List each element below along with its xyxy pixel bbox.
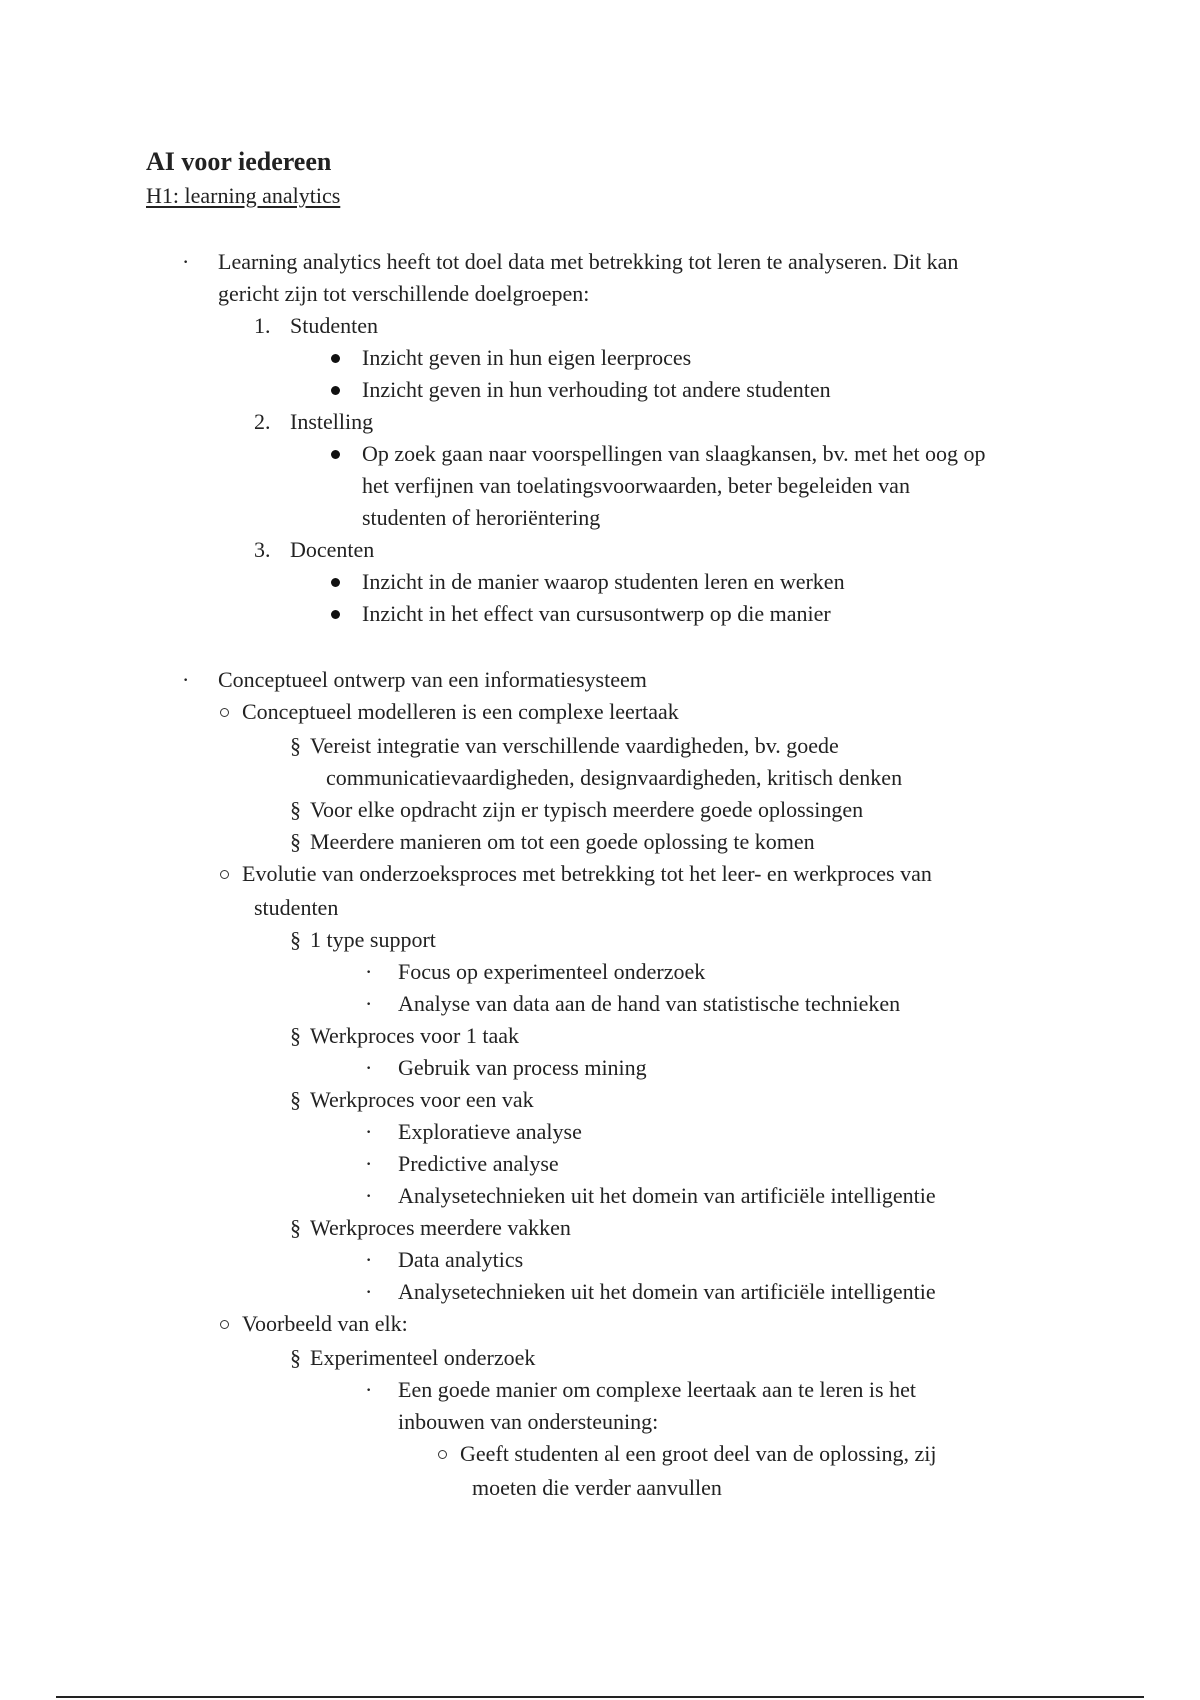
dash-bullet: · [365,1119,373,1144]
circle-bullet-icon [220,870,229,879]
group-label-studenten: Studenten [290,313,378,338]
list-item: Analyse van data aan de hand van statistische technieken [398,991,901,1016]
list-item: Werkproces voor een vak [310,1087,534,1112]
group-number: 1. [254,313,271,338]
section1-intro-line1: Learning analytics heeft tot doel data met betrekking tot leren te analyseren. Dit kan [218,249,959,274]
list-item: Focus op experimenteel onderzoek [398,959,706,984]
group-number: 2. [254,409,271,434]
group-label-instelling: Instelling [290,409,374,434]
section-sign-bullet: § [290,829,301,854]
list-item: Op zoek gaan naar voorspellingen van slaagkansen, bv. met het oog op [362,441,986,466]
list-item: Een goede manier om complexe leertaak aan te leren is het [398,1377,916,1402]
dash-bullet: · [365,991,373,1016]
bullet-dot-icon [331,386,340,395]
dash-bullet: · [365,1247,373,1272]
dash-bullet: · [365,1183,373,1208]
list-item: Experimenteel onderzoek [310,1345,536,1370]
list-item: Exploratieve analyse [398,1119,582,1144]
list-item: Analysetechnieken uit het domein van artificiële intelligentie [398,1279,936,1304]
section-sign-bullet: § [290,1087,301,1112]
subheading-b-continuation: studenten [254,895,339,920]
subheading-c: Voorbeeld van elk: [242,1311,408,1336]
list-item-continuation: communicatievaardigheden, designvaardigheden, kritisch denken [326,765,903,790]
list-item: 1 type support [310,927,436,952]
group-label-docenten: Docenten [290,537,375,562]
list-item: Werkproces voor 1 taak [310,1023,519,1048]
list-item: Data analytics [398,1247,524,1272]
list-item: Analysetechnieken uit het domein van artificiële intelligentie [398,1183,936,1208]
subheading-b: Evolutie van onderzoeksproces met betrekking tot het leer- en werkproces van [242,861,932,886]
dash-bullet: · [365,1279,373,1304]
subheading-a: Conceptueel modelleren is een complexe leertaak [242,699,679,724]
bullet-dot-icon [331,450,340,459]
list-item: Inzicht in het effect van cursusontwerp op die manier [362,601,831,626]
group-number: 3. [254,537,271,562]
list-item-continuation: moeten die verder aanvullen [472,1475,722,1500]
circle-bullet-icon [438,1450,447,1459]
bullet-dot-icon [331,610,340,619]
section-sign-bullet: § [290,1023,301,1048]
dash-bullet: · [182,249,190,274]
section-sign-bullet: § [290,927,301,952]
list-item: Gebruik van process mining [398,1055,647,1080]
page-bottom-rule [56,1696,1144,1698]
list-item: Voor elke opdracht zijn er typisch meerdere goede oplossingen [310,797,864,822]
circle-bullet-icon [220,1320,229,1329]
section-sign-bullet: § [290,1345,301,1370]
chapter-subtitle: H1: learning analytics [146,183,341,208]
dash-bullet: · [182,667,190,692]
list-item: Inzicht geven in hun verhouding tot andere studenten [362,377,831,402]
dash-bullet: · [365,1151,373,1176]
circle-bullet-icon [220,708,229,717]
dash-bullet: · [365,959,373,984]
list-item-continuation: studenten of heroriëntering [362,505,601,530]
list-item: Vereist integratie van verschillende vaardigheden, bv. goede [310,733,839,758]
bullet-dot-icon [331,578,340,587]
section-sign-bullet: § [290,1215,301,1240]
bullet-dot-icon [331,354,340,363]
list-item: Inzicht in de manier waarop studenten leren en werken [362,569,845,594]
list-item: Predictive analyse [398,1151,559,1176]
list-item-continuation: inbouwen van ondersteuning: [398,1409,659,1434]
list-item: Werkproces meerdere vakken [310,1215,571,1240]
document-title: AI voor iedereen [146,147,332,176]
list-item: Meerdere manieren om tot een goede oplossing te komen [310,829,815,854]
list-item-continuation: het verfijnen van toelatingsvoorwaarden, beter begeleiden van [362,473,910,498]
list-item: Geeft studenten al een groot deel van de oplossing, zij [460,1441,937,1466]
list-item: Inzicht geven in hun eigen leerproces [362,345,692,370]
section2-heading: Conceptueel ontwerp van een informatiesysteem [218,667,647,692]
dash-bullet: · [365,1055,373,1080]
section1-intro-line2: gericht zijn tot verschillende doelgroepen: [218,281,590,306]
dash-bullet: · [365,1377,373,1402]
section-sign-bullet: § [290,797,301,822]
section-sign-bullet: § [290,733,301,758]
